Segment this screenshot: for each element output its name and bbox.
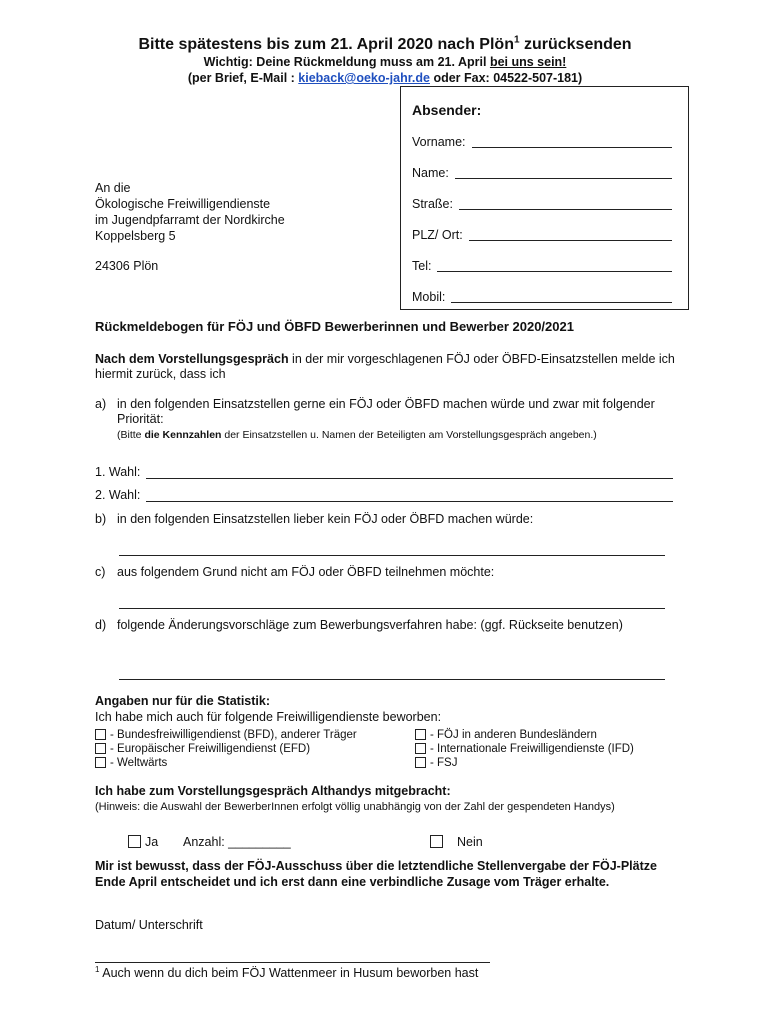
option-label: Ja [145, 835, 159, 849]
zip-city-field[interactable] [412, 228, 672, 242]
name-field[interactable] [412, 166, 672, 180]
field-line [146, 465, 673, 479]
item-text: in den folgenden Einsatzstellen gerne ein FÖJ oder ÖBFD machen würde und zwar mit folgender Priorität: [117, 397, 655, 426]
item-c [95, 565, 675, 580]
sender-heading: Absender: [412, 102, 482, 118]
item-label: b) [95, 512, 107, 526]
fsj-option[interactable] [415, 756, 634, 770]
contact-line [0, 71, 770, 85]
checkbox[interactable] [95, 757, 106, 768]
second-choice-field[interactable] [95, 488, 673, 502]
footnote-text: Auch wenn du dich beim FÖJ Wattenmeer in Husum beworben hast [99, 966, 479, 981]
field-label: PLZ/ Ort: [412, 228, 463, 242]
field-line [451, 290, 672, 303]
item-d [95, 618, 675, 633]
checkbox[interactable] [95, 729, 106, 740]
email-link[interactable]: kieback@oeko-jahr.de [298, 71, 430, 85]
choice-label: 2. Wahl: [95, 488, 141, 502]
hint-bold: die Kennzahlen [144, 429, 222, 441]
checkbox[interactable] [415, 743, 426, 754]
option-label: - Bundesfreiwilligendienst (BFD), anderer Träger [110, 729, 357, 741]
field-label: Vorname: [412, 135, 466, 149]
answer-line-d[interactable] [119, 679, 665, 680]
option-label: Nein [457, 835, 483, 849]
contact-prefix: (per Brief, E-Mail : [187, 71, 299, 85]
checkbox[interactable] [95, 743, 106, 754]
checkbox[interactable] [430, 835, 443, 848]
item-text: in den folgenden Einsatzstellen lieber kein FÖJ oder ÖBFD machen würde: [117, 512, 534, 526]
ja-option[interactable] [128, 835, 158, 849]
item-label: c) [95, 565, 106, 579]
deadline-emphasis: bei uns sein! [489, 55, 567, 69]
field-line [437, 259, 672, 272]
checkbox[interactable] [128, 835, 141, 848]
phone-field[interactable] [412, 259, 672, 273]
checkbox[interactable] [415, 729, 426, 740]
item-a-hint [117, 429, 597, 441]
field-line [455, 166, 672, 179]
hint-text: (Bitte [117, 429, 145, 441]
address-city: 24306 Plön [95, 259, 159, 273]
intro-paragraph [95, 352, 675, 382]
foej-other-states-option[interactable] [415, 728, 634, 742]
answer-line-b[interactable] [119, 555, 665, 556]
address-line: An die [95, 181, 131, 195]
address-line: Koppelsberg 5 [95, 229, 176, 243]
item-b [95, 512, 675, 527]
footnote [95, 965, 478, 980]
address-line: Ökologische Freiwilligendienste [95, 197, 271, 211]
street-field[interactable] [412, 197, 672, 211]
firstname-field[interactable] [412, 135, 672, 149]
mobile-field[interactable] [412, 290, 672, 304]
footnote-separator [95, 962, 490, 963]
form-title: Rückmeldebogen für FÖJ und ÖBFD Bewerberinnen und Bewerber 2020/2021 [95, 319, 574, 334]
intro-bold: Nach dem Vorstellungsgespräch [95, 352, 289, 366]
title-text: Bitte spätestens bis zum 21. April 2020 nach Plön [138, 36, 514, 53]
first-choice-field[interactable] [95, 465, 673, 479]
item-a [95, 397, 675, 443]
option-label: - FSJ [430, 757, 458, 769]
item-label: a) [95, 397, 107, 411]
title-end: zurücksenden [519, 36, 632, 53]
bfd-option[interactable] [95, 728, 357, 742]
footnote-mark: 1 [95, 965, 100, 974]
field-line [469, 228, 672, 241]
stats-left-options [95, 728, 357, 770]
page-title [0, 36, 770, 54]
intro-text: in der mir vorgeschlagenen FÖJ oder ÖBFD-Einsatzstellen melde ich hiermit zurück, dass ich [95, 352, 675, 381]
option-label: - Weltwärts [110, 757, 168, 769]
deadline-note [0, 55, 770, 69]
field-label: Tel: [412, 259, 432, 273]
footnote-ref: 1 [513, 34, 520, 46]
stats-subtitle: Ich habe mich auch für folgende Freiwilligendienste beworben: [95, 710, 442, 724]
ifd-option[interactable] [415, 742, 634, 756]
stats-title: Angaben nur für die Statistik: [95, 694, 271, 708]
checkbox[interactable] [415, 757, 426, 768]
anzahl-field[interactable]: Anzahl: _________ [183, 835, 291, 849]
deadline-text: Wichtig: Deine Rückmeldung muss am 21. April [203, 55, 490, 69]
item-label: d) [95, 618, 107, 632]
recipient-address [95, 180, 285, 274]
field-label: Mobil: [412, 290, 446, 304]
answer-line-c[interactable] [119, 608, 665, 609]
closing-statement: Mir ist bewusst, dass der FÖJ-Ausschuss über die letztendliche Stellenvergabe der FÖJ-Plätze Ende April entscheidet und ich erst dann eine verbindliche Zusage vom Träger erhalte. [95, 859, 657, 889]
field-line [459, 197, 672, 210]
weltwaerts-option[interactable] [95, 756, 357, 770]
field-line [146, 488, 673, 502]
stats-right-options [415, 728, 634, 770]
field-line [472, 135, 672, 148]
choice-label: 1. Wahl: [95, 465, 141, 479]
althandy-note: (Hinweis: die Auswahl der BewerberInnen erfolgt völlig unabhängig von der Zahl der gespendeten Handys) [95, 801, 615, 813]
fax-text: oder Fax: 04522-507-181) [429, 71, 583, 85]
efd-option[interactable] [95, 742, 357, 756]
address-line: im Jugendpfarramt der Nordkirche [95, 213, 285, 227]
field-label: Name: [412, 166, 449, 180]
option-label: - FÖJ in anderen Bundesländern [430, 729, 597, 741]
field-label: Straße: [412, 197, 453, 211]
hint-text: der Einsatzstellen u. Namen der Beteiligten am Vorstellungsgespräch angeben.) [221, 429, 597, 441]
althandy-title: Ich habe zum Vorstellungsgespräch Althandys mitgebracht: [95, 784, 451, 798]
option-label: - Europäischer Freiwilligendienst (EFD) [110, 743, 311, 755]
nein-option[interactable] [430, 835, 483, 849]
option-label: - Internationale Freiwilligendienste (IFD) [430, 743, 634, 755]
item-a-body [117, 397, 675, 443]
signature-label: Datum/ Unterschrift [95, 918, 203, 932]
item-text: aus folgendem Grund nicht am FÖJ oder ÖBFD teilnehmen möchte: [117, 565, 495, 579]
item-text: folgende Änderungsvorschläge zum Bewerbungsverfahren habe: (ggf. Rückseite benutzen) [117, 618, 623, 632]
